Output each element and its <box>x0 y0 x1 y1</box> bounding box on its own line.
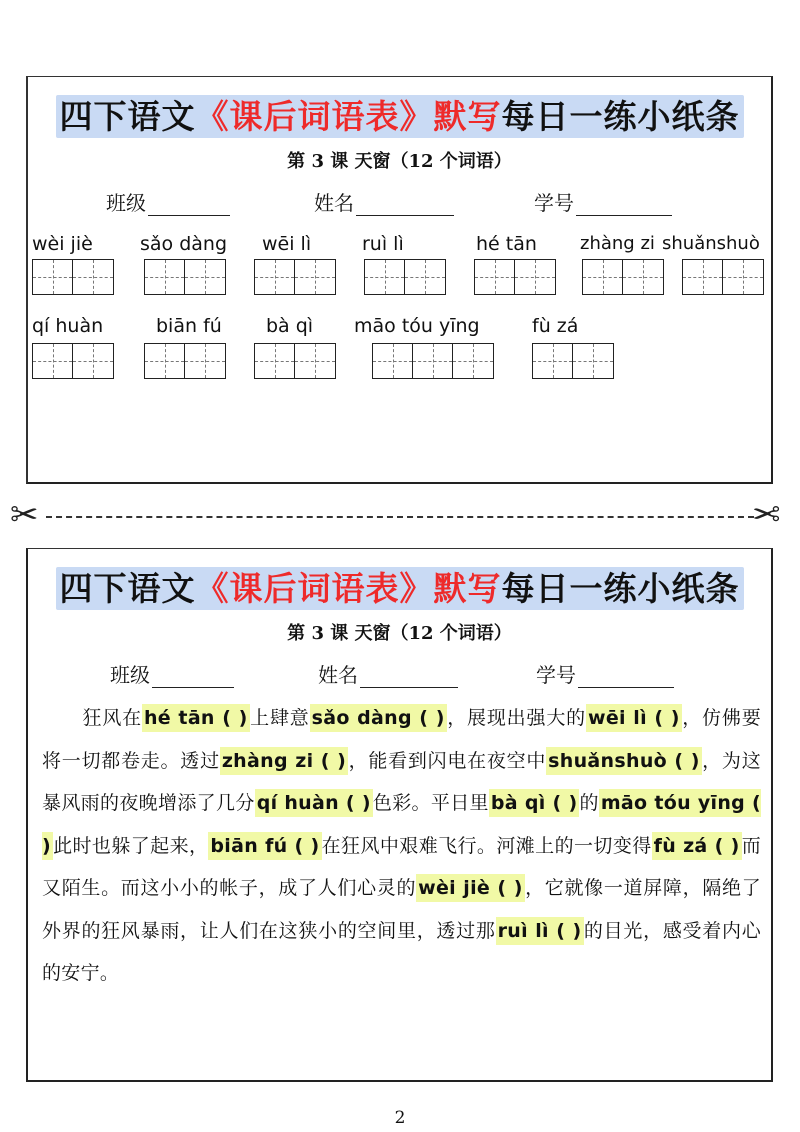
page-title: 四下语文《课后词语表》默写每日一练小纸条 <box>28 91 771 138</box>
writing-grid[interactable] <box>532 343 614 379</box>
answer-blank[interactable]: hé tān ( ) <box>142 704 250 732</box>
answer-blank[interactable]: wèi jiè ( ) <box>416 874 525 902</box>
answer-blank[interactable]: fù zá ( ) <box>652 832 742 860</box>
worksheet-card-vocab <box>26 76 773 484</box>
pinyin-label: ruì lì <box>362 233 404 255</box>
writing-grid[interactable] <box>144 343 226 379</box>
answer-blank[interactable]: biān fú ( ) <box>208 832 321 860</box>
writing-grid[interactable] <box>474 259 556 295</box>
class-field[interactable]: 班级 <box>110 659 234 688</box>
answer-blank[interactable]: zhàng zi ( ) <box>220 747 348 775</box>
writing-grid[interactable] <box>582 259 664 295</box>
writing-grid[interactable] <box>144 259 226 295</box>
scissors-icon: ✂ <box>10 495 39 535</box>
lesson-subtitle: 第 3 课 天窗（12 个词语） <box>287 151 512 172</box>
student-id-field[interactable]: 学号 <box>536 659 674 688</box>
scissors-icon: ✂ <box>752 495 781 535</box>
answer-blank[interactable]: sǎo dàng ( ) <box>310 704 447 732</box>
student-id-field[interactable]: 学号 <box>534 187 672 216</box>
fill-in-passage: 狂风在 hé tān ( ) 上肆意 sǎo dàng ( ) ，展现出强大的 wēi lì ( ) ，仿佛要将一切都卷走。透过 zhàng zi ( ) ，能看到闪电在夜空中 shuǎnshuò ( ) ，为这暴风雨的夜晚增添了几分 qí huàn ( ) 色彩。平日里 bà qì ( ) 的 māo tóu yīng ( ) 此时也躲了起来， biān fú ( ) 在狂风中艰难飞行。河滩上的一切变得 fù zá ( ) 而又陌生。而这小小的帐子，成了人们心灵的 wèi jiè ( ) ，它就像一道屏障，隔绝了外界的狂风暴雨，让人们在这狭小的空间里，透过那 ruì lì ( ) 的目光，感受着内心的安宁。 <box>42 697 761 995</box>
writing-grid[interactable] <box>32 343 114 379</box>
page-title: 四下语文《课后词语表》默写每日一练小纸条 <box>28 563 771 610</box>
pinyin-label: wèi jiè <box>32 233 93 255</box>
pinyin-label: shuǎnshuò <box>662 233 760 254</box>
answer-blank[interactable]: bà qì ( ) <box>489 789 580 817</box>
answer-blank[interactable]: qí huàn ( ) <box>255 789 373 817</box>
pinyin-label: hé tān <box>476 233 537 255</box>
answer-blank[interactable]: māo tóu yīng ( ) <box>42 789 761 860</box>
answer-blank[interactable]: ruì lì ( ) <box>496 917 584 945</box>
pinyin-label: bà qì <box>266 315 314 337</box>
student-fields <box>28 659 771 689</box>
writing-grid[interactable] <box>254 259 336 295</box>
writing-grid[interactable] <box>372 343 494 379</box>
pinyin-label: sǎo dàng <box>140 233 228 255</box>
pinyin-label: zhàng zi <box>580 233 655 254</box>
pinyin-label: fù zá <box>532 315 579 337</box>
answer-blank[interactable]: shuǎnshuò ( ) <box>546 747 702 775</box>
pinyin-label: māo tóu yīng <box>354 315 480 337</box>
page-number: 2 <box>394 1108 406 1128</box>
pinyin-label: qí huàn <box>32 315 104 337</box>
name-field[interactable]: 姓名 <box>318 659 458 688</box>
worksheet-card-passage <box>26 548 773 1082</box>
writing-grid[interactable] <box>364 259 446 295</box>
writing-grid[interactable] <box>32 259 114 295</box>
name-field[interactable]: 姓名 <box>314 187 454 216</box>
class-field[interactable]: 班级 <box>106 187 230 216</box>
writing-grid[interactable] <box>254 343 336 379</box>
student-fields <box>28 187 771 217</box>
lesson-subtitle: 第 3 课 天窗（12 个词语） <box>287 623 512 644</box>
pinyin-label: biān fú <box>156 315 222 337</box>
writing-grid[interactable] <box>682 259 764 295</box>
cut-line <box>46 516 754 518</box>
answer-blank[interactable]: wēi lì ( ) <box>586 704 682 732</box>
pinyin-label: wēi lì <box>262 233 312 255</box>
